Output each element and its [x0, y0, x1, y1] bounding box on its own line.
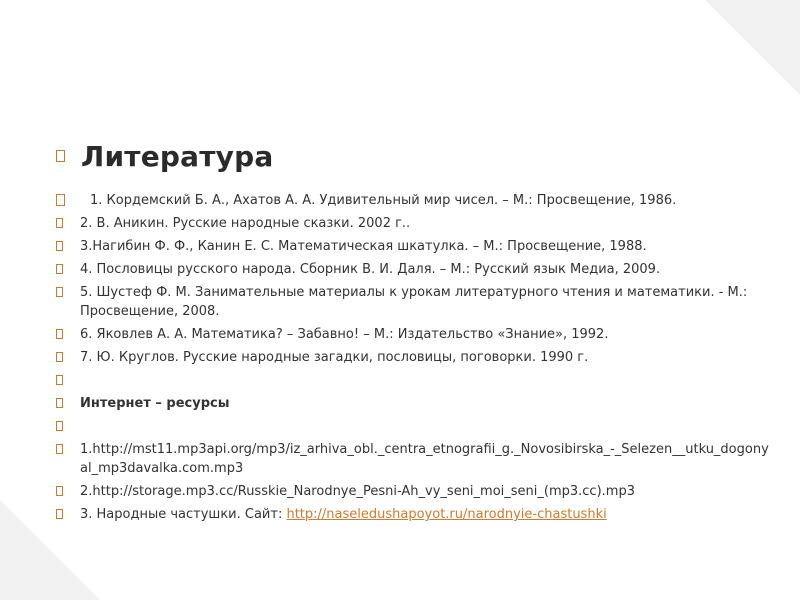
list-item — [56, 283, 776, 321]
list-item-text: 2. В. Аникин. Русские народные сказки. 2002 г.. — [80, 216, 411, 231]
list-item — [56, 348, 776, 367]
list-item — [56, 482, 776, 501]
list-item — [56, 214, 776, 233]
list-item-text: 1.http://mst11.mp3api.org/mp3/iz_arhiva_obl._centra_etnografii_g._Novosibirska_-_Selezen__utku_dogonyal_mp3davalka.com.mp3 — [80, 442, 769, 476]
bullet-icon — [56, 398, 63, 408]
list-item — [56, 260, 776, 279]
list-item-text: 3. Народные частушки. Сайт: — [80, 507, 287, 522]
list-item — [56, 440, 776, 478]
bibliography-list — [56, 214, 776, 528]
bullet-icon — [56, 194, 65, 206]
bullet-icon — [56, 352, 63, 362]
list-item-first — [56, 188, 676, 212]
title-row — [56, 136, 273, 176]
bullet-icon — [56, 241, 63, 251]
bullet-icon — [56, 329, 63, 339]
bullet-icon — [56, 218, 63, 228]
list-item — [56, 505, 776, 524]
page-title: Литература — [81, 139, 274, 173]
list-item-text: 6. Яковлев А. А. Математика? – Забавно! – М.: Издательство «Знание», 1992. — [80, 327, 609, 342]
bullet-icon — [56, 444, 63, 454]
bullet-icon — [56, 421, 63, 431]
list-item-text: 2.http://storage.mp3.cc/Russkie_Narodnye_Pesni-Ah_vy_seni_moi_seni_(mp3.cc).mp3 — [80, 484, 635, 499]
list-item — [56, 237, 776, 256]
list-item-empty — [56, 371, 776, 390]
list-item-text: 5. Шустеф Ф. М. Занимательные материалы к урокам литературного чтения и математики. - М.: Просвещение, 2008. — [80, 285, 748, 319]
bullet-icon — [56, 509, 63, 519]
bullet-icon — [56, 264, 63, 274]
website-link[interactable]: http://naseledushapoyot.ru/narodnyie-chastushki — [286, 507, 607, 522]
corner-decoration-top — [705, 0, 800, 95]
list-item-empty — [56, 417, 776, 436]
list-item-text: 3.Нагибин Ф. Ф., Канин Е. С. Математическая шкатулка. – М.: Просвещение, 1988. — [80, 239, 647, 254]
section-heading-internet — [56, 394, 776, 413]
bullet-icon — [56, 375, 63, 385]
list-item — [56, 325, 776, 344]
bullet-icon — [56, 150, 65, 162]
bullet-icon — [56, 486, 63, 496]
bullet-icon — [56, 287, 63, 297]
list-item-text: Интернет – ресурсы — [80, 396, 230, 411]
list-item-text: 7. Ю. Круглов. Русские народные загадки, пословицы, поговорки. 1990 г. — [80, 350, 589, 365]
list-item-text: 4. Пословицы русского народа. Сборник В. И. Даля. – М.: Русский язык Медиа, 2009. — [80, 262, 661, 277]
list-item-text: 1. Кордемский Б. А., Ахатов А. А. Удивительный мир чисел. – М.: Просвещение, 1986. — [90, 192, 677, 208]
